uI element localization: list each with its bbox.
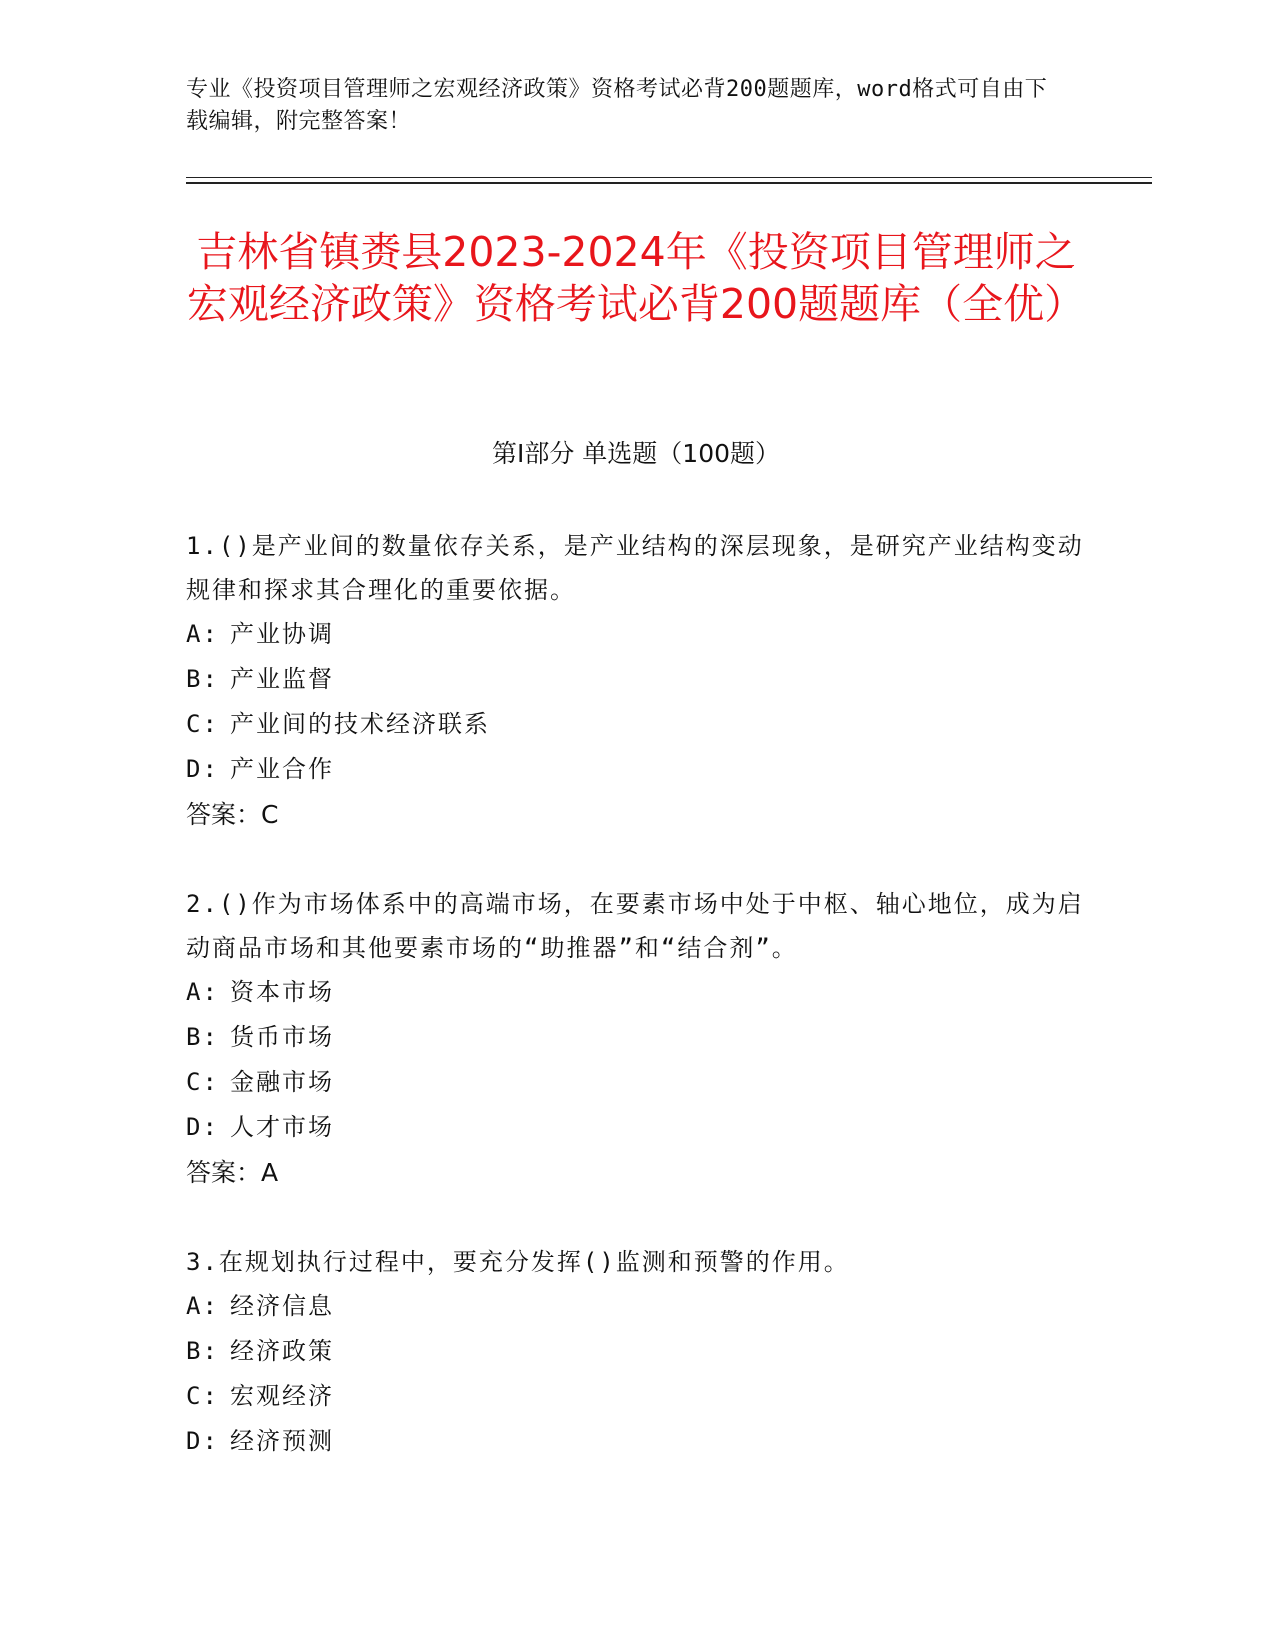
option-text: 产业间的技术经济联系 xyxy=(230,710,490,738)
option-key: C: xyxy=(186,1382,219,1410)
option-key: C: xyxy=(186,1068,219,1096)
option-key: A: xyxy=(186,620,219,648)
question-list xyxy=(186,524,1086,1509)
option-b xyxy=(186,1329,1086,1374)
option-b xyxy=(186,1015,1086,1060)
question-stem: 2.()作为市场体系中的高端市场，在要素市场中处于中枢、轴心地位，成为启动商品市场和其他要素市场的“助推器”和“结合剂”。 xyxy=(186,890,1084,962)
option-c xyxy=(186,1060,1086,1105)
option-key: B: xyxy=(186,1023,219,1051)
option-a xyxy=(186,1284,1086,1329)
option-text: 经济预测 xyxy=(230,1427,334,1455)
question-stem: 1.()是产业间的数量依存关系，是产业结构的深层现象，是研究产业结构变动规律和探求其合理化的重要依据。 xyxy=(186,532,1084,604)
option-key: A: xyxy=(186,978,219,1006)
option-key: A: xyxy=(186,1292,219,1320)
option-b xyxy=(186,657,1086,702)
option-text: 产业协调 xyxy=(230,620,334,648)
section-title: 第Ⅰ部分 单选题（100题） xyxy=(491,439,781,468)
option-text: 资本市场 xyxy=(230,978,334,1006)
option-key: B: xyxy=(186,665,219,693)
option-text: 产业合作 xyxy=(230,755,334,783)
option-text: 经济政策 xyxy=(230,1337,334,1365)
option-d xyxy=(186,747,1086,792)
option-a xyxy=(186,612,1086,657)
option-d xyxy=(186,1105,1086,1150)
header-rule-thin xyxy=(186,177,1152,178)
answer-line: 答案：C xyxy=(186,800,279,829)
question-stem: 3.在规划执行过程中，要充分发挥()监测和预警的作用。 xyxy=(186,1248,850,1276)
option-text: 金融市场 xyxy=(230,1068,334,1096)
question-3 xyxy=(186,1240,1086,1464)
option-text: 人才市场 xyxy=(230,1113,334,1141)
option-a xyxy=(186,970,1086,1015)
option-text: 产业监督 xyxy=(230,665,334,693)
question-2 xyxy=(186,882,1086,1195)
option-key: D: xyxy=(186,1113,219,1141)
option-c xyxy=(186,1374,1086,1419)
option-c xyxy=(186,702,1086,747)
option-text: 经济信息 xyxy=(230,1292,334,1320)
option-key: D: xyxy=(186,1427,219,1455)
question-1 xyxy=(186,524,1086,837)
option-text: 宏观经济 xyxy=(230,1382,334,1410)
option-key: D: xyxy=(186,755,219,783)
header-note: 专业《投资项目管理师之宏观经济政策》资格考试必背200题题库，word格式可自由下载编辑，附完整答案！ xyxy=(186,77,1048,134)
header-rule-thick xyxy=(186,182,1152,184)
answer-line: 答案：A xyxy=(186,1158,279,1187)
option-text: 货币市场 xyxy=(230,1023,334,1051)
option-d xyxy=(186,1419,1086,1464)
option-key: B: xyxy=(186,1337,219,1365)
option-key: C: xyxy=(186,710,219,738)
page-title: 吉林省镇赉县2023-2024年《投资项目管理师之宏观经济政策》资格考试必背200题题库（全优） xyxy=(186,228,1086,328)
